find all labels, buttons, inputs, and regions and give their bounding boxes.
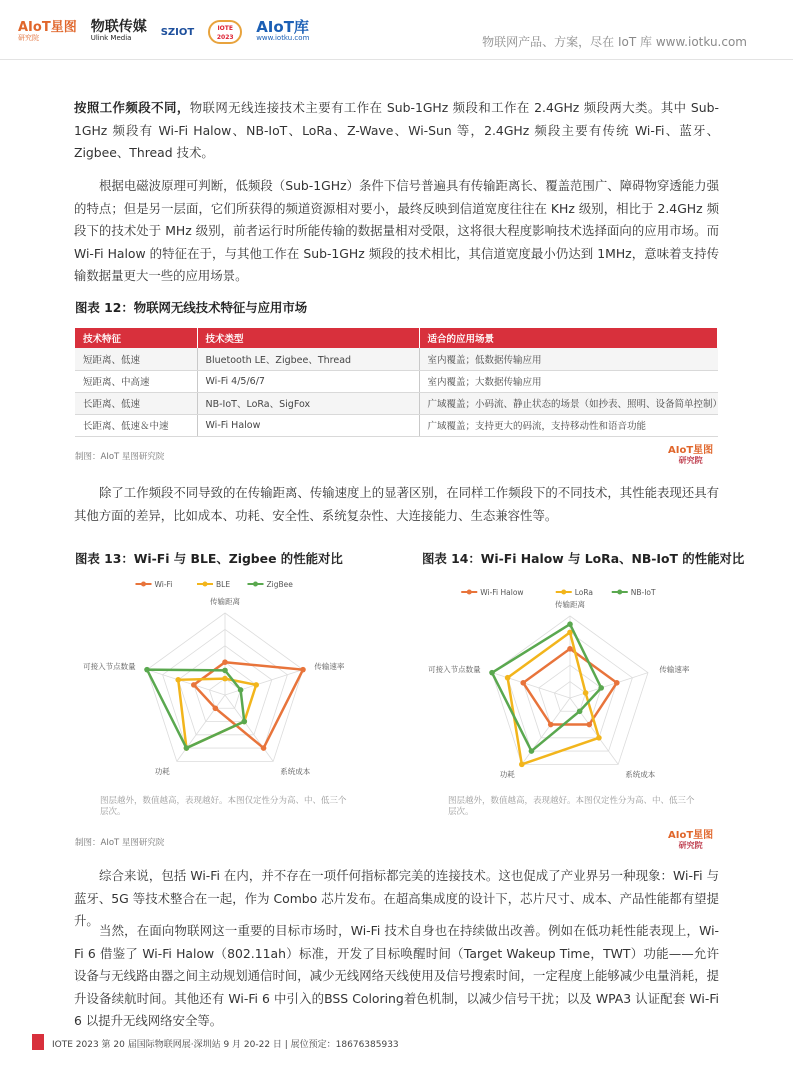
table-cell: 长距离、低速＆中速 (75, 414, 197, 436)
radar-axis-label: 系统成本 (625, 770, 656, 780)
radar-data-point (548, 722, 554, 728)
legend-marker (203, 582, 208, 587)
radar-data-point (598, 685, 604, 691)
table-cell: 室内覆盖；低数据传输应用 (419, 348, 718, 370)
aiot-logo: AIoT星图 研究院 (18, 20, 77, 42)
radar-data-point (520, 680, 526, 686)
legend-label: Wi-Fi (154, 580, 173, 589)
table-cell: Bluetooth LE、Zigbee、Thread (197, 348, 419, 370)
radar-data-point (596, 735, 602, 741)
radar-data-point (577, 708, 583, 714)
iote-logo: IOTE 2023 (208, 20, 242, 44)
radar-axis-label: 系统成本 (280, 767, 311, 777)
iotku-logo: AIoT库 www.iotku.com (256, 18, 310, 42)
legend-marker (617, 590, 622, 595)
radar-data-point (567, 646, 573, 652)
radar-data-point (614, 680, 620, 686)
radar-data-point (241, 719, 247, 725)
radar-series-line (147, 670, 244, 748)
radar-series-line (508, 632, 599, 764)
radar-axis-label: 传输距离 (555, 600, 585, 609)
radar-axis-label: 传输速率 (659, 664, 690, 674)
sziot-logo: SZIOT (160, 26, 195, 38)
table-cell: 广域覆盖；支持更大的码流，支持移动性和语音功能 (419, 414, 718, 436)
chart-14-note: 图层越外，数值越高，表现越好。本图仅定性分为高、中、低三个层次。 (448, 796, 695, 817)
chart-14-title: 图表 14：Wi-Fi Halow 与 LoRa、NB-IoT 的性能对比 (422, 551, 745, 566)
table-cell: 广域覆盖；小码流、静止状态的场景（如抄表、照明、设备简单控制） (419, 392, 718, 414)
legend-marker (141, 582, 146, 587)
paragraph-5: 当然，在面向物联网这一重要的目标市场时，Wi-Fi 技术自身也在持续做出改善。例如在低功耗性能表现上，Wi-Fi 6 借鉴了 Wi-Fi Halow（802.11ah）标准，开发了目标唤醒时间（Target Wakeup Time，TWT）功能——允许设备与无线路由器之间主动规划通信时间，减少无线网络天线使用及信号搜索时间，一定程度上能够减少电量消耗，提升设备续航时间。其他还有 Wi-Fi 6 中引入的BSS Coloring着色机制，以减少信号干扰；以及 WPA3 认证配套 Wi-Fi 6 以提升无线网络安全等。 (74, 923, 719, 1028)
table-12-title: 图表 12：物联网无线技术特征与应用市场 (75, 300, 308, 315)
footer-text: IOTE 2023 第 20 届国际物联网展·深圳站 9 月 20-22 日 | 展位预定：18676385933 (52, 1040, 399, 1050)
radar-data-point (505, 675, 511, 681)
radar-axis-label: 传输速率 (314, 661, 345, 671)
radar-data-point (253, 682, 259, 688)
radar-axis-line (522, 698, 570, 764)
table-cell: 短距离、低速 (75, 348, 197, 370)
paragraph-2: 根据电磁波原理可判断，低频段（Sub-1GHz）条件下信号普遍具有传输距离长、覆盖范围广、障碍物穿透能力强的特点；但是另一层面，它们所获得的频道资源相对要小，最终反映到信道宽度往往在 KHz 级别，相比于 2.4GHz 频段下的技术处于 MHz 级别，前者运行时所能传输的数据量相对受限，这将很大程度影响技术选择面向的应用市场。而 Wi-Fi Halow 的特征在于，与其他工作在 Sub-1GHz 频段的技术相比，其信道宽度最小仍达到 1MHz，意味着支持传输数据量更大一些的应用场景。 (74, 178, 719, 283)
feature-table (75, 328, 723, 437)
radar-data-point (213, 705, 219, 711)
table-cell: 短距离、中高速 (75, 370, 197, 392)
radar-data-point (238, 687, 244, 693)
table-row (75, 414, 718, 436)
radar-axis-label: 可接入节点数量 (428, 664, 481, 674)
chart-13-note: 图层越外，数值越高，表现越好。本图仅定性分为高、中、低三个层次。 (100, 796, 347, 817)
radar-axis-label: 功耗 (154, 767, 170, 777)
page-footer (0, 1030, 793, 1056)
page-header (0, 0, 793, 60)
radar-axis-label: 可接入节点数量 (83, 661, 136, 671)
legend-marker (467, 590, 472, 595)
legend-marker (253, 582, 258, 587)
radar-data-point (222, 668, 228, 674)
header-tagline: 物联网产品、方案，尽在 IoT 库 www.iotku.com (482, 35, 747, 49)
radar-data-point (175, 677, 181, 683)
aiot-watermark: AIoT星图 研究院 (668, 830, 714, 850)
table-cell: 室内覆盖；大数据传输应用 (419, 370, 718, 392)
table-header-row (75, 328, 718, 348)
radar-data-point (300, 667, 306, 673)
radar-chart-13 (75, 570, 375, 800)
paragraph-1 (74, 97, 719, 165)
legend-label: BLE (216, 580, 231, 589)
radar-data-point (184, 745, 190, 751)
legend-label: Wi-Fi Halow (480, 588, 524, 597)
table-cell: NB-IoT、LoRa、SigFox (197, 392, 419, 414)
table-cell: Wi-Fi Halow (197, 414, 419, 436)
radar-data-point (222, 676, 228, 682)
paragraph-1-lead: 按照工作频段不同， (74, 100, 190, 115)
paragraph-3: 除了工作频段不同导致的在传输距离、传输速度上的显著区别，在同样工作频段下的不同技术，其性能表现还具有其他方面的差异，比如成本、功耗、安全性、系统复杂性、大连接能力、生态兼容性等。 (74, 485, 719, 523)
radar-data-point (144, 667, 150, 673)
table-row (75, 348, 718, 370)
radar-axis-line (570, 698, 618, 764)
chart-source: 制图：AIoT 星图研究院 (75, 838, 165, 848)
radar-data-point (261, 745, 267, 751)
logo-strip (18, 20, 309, 44)
legend-label: NB-IoT (630, 588, 656, 597)
radar-data-point (567, 621, 573, 627)
footer-accent-bar (32, 1034, 44, 1050)
radar-data-point (519, 762, 525, 768)
radar-data-point (191, 682, 197, 688)
chart-13-title: 图表 13：Wi-Fi 与 BLE、Zigbee 的性能对比 (75, 551, 343, 566)
radar-axis-label: 功耗 (499, 770, 515, 780)
radar-axis-label: 传输距离 (210, 597, 240, 606)
legend-marker (561, 590, 566, 595)
radar-data-point (489, 670, 495, 676)
table-row (75, 370, 718, 392)
table-header-cell: 技术类型 (197, 328, 419, 348)
table-row (75, 392, 718, 414)
legend-label: LoRa (574, 588, 594, 597)
radar-data-point (586, 722, 592, 728)
ulink-logo: 物联传媒 Ulink Media (90, 19, 147, 42)
table-cell: Wi-Fi 4/5/6/7 (197, 370, 419, 392)
radar-data-point (529, 748, 535, 754)
radar-data-point (222, 659, 228, 665)
legend-label: ZigBee (266, 580, 293, 589)
table-12-source: 制图：AIoT 星图研究院 (75, 452, 165, 462)
paragraph-1-text: 物联网无线连接技术主要有工作在 Sub-1GHz 频段和工作在 2.4GHz 频段两大类。其中 Sub-1GHz 频段有 Wi-Fi Halow、NB-IoT、LoRa、Z-Wave、Wi-Sun 等，2.4GHz 频段主要有传统 Wi-Fi、蓝牙、Zigbee、Thread 技术。 (74, 100, 719, 160)
table-header-cell: 技术特征 (75, 328, 197, 348)
radar-data-point (583, 690, 589, 696)
aiot-watermark: AIoT星图 研究院 (668, 445, 714, 465)
radar-chart-14 (422, 578, 722, 800)
table-cell: 长距离、低速 (75, 392, 197, 414)
paragraph-4: 综合来说，包括 Wi-Fi 在内，并不存在一项仟何指标都完美的连接技术。这也促成了产业界另一种现象：Wi-Fi 与蓝牙、5G 等技术整合在一起，作为 Combo 芯片发布。在超高集成度的设计下，芯片尺寸、成本、产品性能都有望提升。 (74, 868, 719, 928)
table-header-cell: 适合的应用场景 (419, 328, 718, 348)
